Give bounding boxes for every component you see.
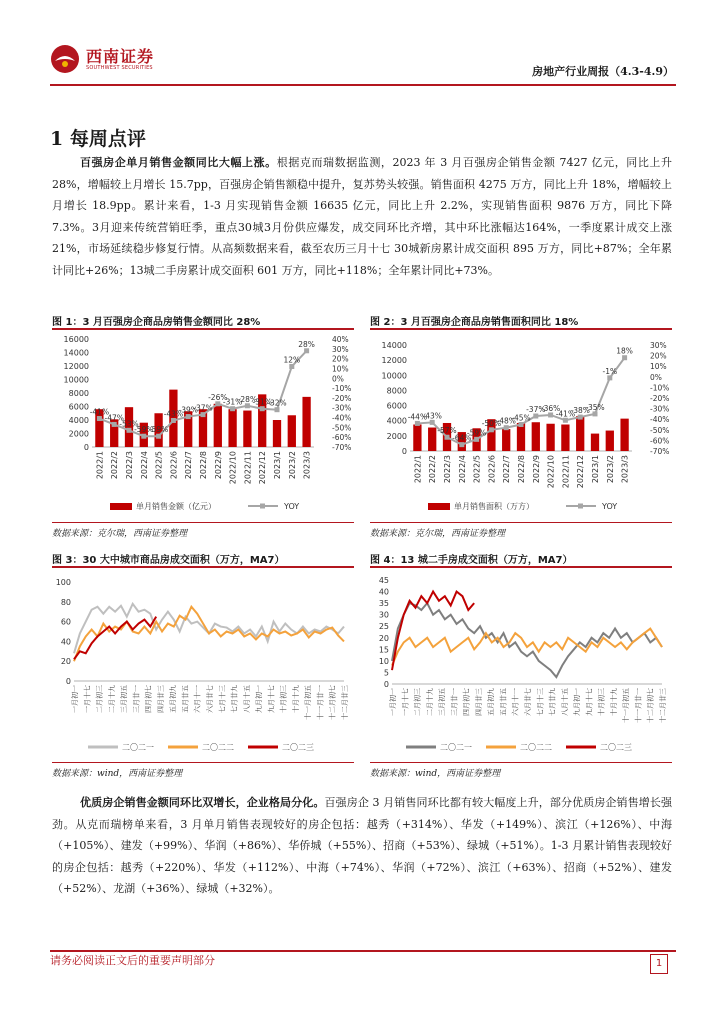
yoy-point (578, 415, 583, 420)
x-tick-label: 三月初五 (438, 688, 447, 716)
figure-1-bottom-rule (52, 522, 354, 523)
y-tick-label: 15 (378, 645, 389, 655)
x-tick-label: 一月十七 (83, 685, 92, 713)
x-tick-label: 2022/1 (413, 455, 423, 484)
yoy-point (563, 418, 568, 423)
y-left-tick-label: 6000 (68, 402, 89, 412)
y-tick-label: 45 (378, 576, 389, 585)
bar-mark (428, 428, 436, 451)
legend-yoy-label: YOY (602, 502, 618, 511)
bar-mark (606, 431, 614, 451)
x-tick-label: 八月十五 (560, 688, 569, 716)
legend-bar-swatch (110, 503, 132, 510)
series-line (74, 617, 156, 660)
series-line (74, 604, 344, 654)
yoy-point (607, 375, 612, 380)
yoy-point (260, 406, 265, 411)
x-tick-label: 2023/1 (591, 455, 600, 484)
y-tick-label: 35 (378, 599, 389, 609)
yoy-data-label: -1% (602, 366, 618, 376)
yoy-point (519, 422, 524, 427)
yoy-data-label: -41% (89, 407, 110, 417)
x-tick-label: 2022/9 (213, 451, 223, 480)
chart-13-city-second-hand (370, 570, 672, 760)
bar-mark (302, 397, 310, 447)
chart-sales-amount (52, 331, 354, 521)
y-right-tick-label: 20% (650, 351, 667, 361)
series-line (392, 603, 662, 677)
yoy-point (304, 348, 309, 353)
y-tick-label: 60 (60, 617, 71, 627)
x-tick-label: 四月廿三 (474, 688, 483, 716)
yoy-point (459, 442, 464, 447)
y-right-tick-label: 20% (332, 354, 349, 364)
figure-2-title: 图 2：3 月百强房企商品房销售面积同比 18% (370, 317, 579, 328)
x-tick-label: 十二月廿三 (659, 688, 667, 723)
y-tick-label: 5 (383, 668, 389, 678)
yoy-point (141, 434, 146, 439)
yoy-point (201, 412, 206, 417)
x-tick-label: 四月廿三 (156, 685, 165, 713)
yoy-data-label: -37% (193, 403, 213, 413)
y-right-tick-label: 0% (650, 372, 662, 382)
x-tick-label: 十一月廿一 (316, 685, 325, 720)
bar-mark (243, 411, 251, 447)
figure-1-top-rule (52, 328, 354, 330)
yoy-data-label: -36% (540, 403, 561, 413)
legend-label: 二〇二一 (440, 743, 472, 752)
x-tick-label: 七月廿九 (548, 688, 557, 716)
x-tick-label: 九月十七 (267, 685, 276, 713)
yoy-point (430, 420, 435, 425)
yoy-point (156, 434, 161, 439)
x-tick-label: 六月十一 (511, 688, 520, 716)
logo-text-en: SOUTHWEST SECURITIES (86, 65, 153, 71)
x-tick-label: 一月初一 (71, 685, 79, 713)
legend-label: 二〇二三 (600, 743, 632, 752)
x-tick-label: 三月廿一 (450, 688, 459, 716)
yoy-point (504, 425, 509, 430)
yoy-data-label: -37% (526, 405, 546, 415)
x-tick-label: 十一月初五 (304, 685, 313, 720)
yoy-data-label: -48% (496, 416, 516, 426)
y-tick-label: 20 (60, 657, 71, 667)
x-tick-label: 八月十五 (242, 685, 251, 713)
paragraph-body: 根据克而瑞数据监测，2023 年 3 月百强房企销售金额 7427 亿元，同比上升 28%，增幅较上月增长 15.7pp，百强房企销售额稳中提升，复苏势头较强。销售面积 4275 万方，同比上升 18%，增幅较上月增长 18.9pp。累计来看，1-3 月实现销售金额 16635 亿元，同比上升 2.2%，实现销售面积 9876 万方，同比下降 7.3%。3月迎来传统营销旺季，重点30城3月份供应爆发，成交同环比齐增，其中环比涨幅达164%，一季度累计成交上涨 21%，市场延续稳步修复行情。从高频数据来看，截至农历三月十七 30城新房累计成交面积 895 万方，同比+87%；全年累计同比+26%；13城二手房累计成交面积 601 万方，同比+118%；全年累计同比+73%。 (52, 156, 672, 277)
x-tick-label: 十月初三 (279, 685, 288, 713)
bar-mark (288, 415, 296, 447)
x-tick-label: 三月初五 (120, 685, 129, 713)
figure-3-top-rule (52, 566, 354, 568)
y-right-tick-label: -20% (332, 393, 352, 403)
y-left-tick-label: 14000 (381, 341, 407, 350)
yoy-point (127, 428, 132, 433)
footer-disclaimer: 请务必阅读正文后的重要声明部分 (50, 954, 215, 967)
x-tick-label: 2022/10 (546, 455, 556, 489)
yoy-point (533, 414, 538, 419)
yoy-data-label: -59% (148, 425, 169, 435)
y-right-tick-label: -10% (650, 383, 670, 393)
bar-mark (502, 429, 510, 451)
y-left-tick-label: 2000 (68, 429, 89, 439)
figure-4-bottom-rule (370, 762, 672, 763)
y-left-tick-label: 12000 (63, 362, 89, 371)
legend-yoy-label: YOY (284, 502, 300, 511)
yoy-point (622, 355, 627, 360)
x-tick-label: 七月廿九 (230, 685, 239, 713)
figure-3-source: 数据来源：wind，西南证券整理 (52, 769, 183, 779)
figure-4-source: 数据来源：wind，西南证券整理 (370, 769, 501, 779)
x-tick-label: 2022/5 (154, 451, 164, 480)
yoy-data-label: -59% (134, 425, 154, 435)
x-tick-label: 三月廿一 (132, 685, 141, 713)
x-tick-label: 2022/1 (95, 451, 105, 480)
paragraph-lead: 优质房企销售金额同环比双增长，企业格局分化。 (80, 796, 325, 809)
y-left-tick-label: 8000 (68, 389, 89, 398)
y-right-tick-label: -50% (332, 423, 352, 433)
x-tick-label: 2022/8 (517, 455, 526, 484)
paragraph-sales-overview (52, 152, 672, 281)
y-right-tick-label: -70% (650, 447, 670, 456)
bar-mark (561, 425, 569, 452)
y-right-tick-label: -50% (650, 425, 670, 435)
yoy-data-label: -41% (555, 409, 576, 419)
x-tick-label: 十二月廿三 (341, 685, 349, 720)
figure-2-top-rule (370, 328, 672, 330)
figure-4-title: 图 4：13 城二手房成交面积（万方，MA7） (370, 555, 573, 566)
x-tick-label: 十二月初七 (328, 685, 337, 720)
y-left-tick-label: 0 (401, 447, 407, 456)
y-right-tick-label: -40% (332, 413, 352, 423)
yoy-point (415, 421, 420, 426)
x-tick-label: 一月十七 (401, 688, 410, 716)
x-tick-label: 2023/1 (273, 451, 282, 480)
yoy-data-label: -47% (104, 413, 124, 423)
x-tick-label: 九月初一 (573, 688, 582, 716)
x-tick-label: 2022/8 (199, 451, 208, 480)
yoy-data-label: -43% (422, 411, 442, 421)
y-right-tick-label: 0% (332, 374, 344, 384)
y-left-tick-label: 4000 (386, 416, 407, 426)
legend-label: 二〇二二 (520, 743, 552, 752)
figure-1-title: 图 1：3 月百强房企商品房销售金额同比 28% (52, 317, 261, 328)
x-tick-label: 2022/4 (457, 455, 467, 484)
y-right-tick-label: -40% (650, 415, 670, 425)
chart-sales-area (370, 331, 672, 521)
y-right-tick-label: -70% (332, 443, 352, 452)
y-right-tick-label: -30% (332, 403, 352, 413)
yoy-data-label: 12% (283, 355, 301, 365)
x-tick-label: 2023/3 (620, 455, 630, 484)
x-tick-label: 2022/11 (561, 455, 571, 489)
x-tick-label: 二月十九 (107, 685, 116, 713)
yoy-data-label: -28% (237, 394, 258, 404)
bar-mark (228, 409, 236, 447)
y-tick-label: 40 (378, 587, 389, 597)
x-tick-label: 二月初三 (95, 685, 104, 713)
y-tick-label: 40 (60, 637, 71, 647)
x-tick-label: 十月十九 (291, 685, 300, 713)
yoy-data-label: -26% (208, 392, 228, 402)
chart-30-city-new-home (52, 570, 354, 760)
x-tick-label: 二月十九 (425, 688, 434, 716)
y-right-tick-label: 40% (332, 335, 349, 344)
yoy-data-label: -53% (119, 419, 139, 429)
legend-label: 二〇二三 (282, 743, 314, 752)
y-right-tick-label: -30% (650, 404, 670, 414)
figure-2-bottom-rule (370, 522, 672, 523)
x-tick-label: 2022/10 (228, 451, 238, 485)
x-tick-label: 2022/4 (139, 451, 149, 480)
x-tick-label: 五月初九 (169, 685, 178, 713)
yoy-data-label: -31% (222, 397, 243, 407)
x-tick-label: 九月十七 (585, 688, 594, 716)
x-tick-label: 六月廿七 (206, 685, 214, 713)
x-tick-label: 2023/2 (287, 451, 297, 480)
yoy-data-label: -31% (252, 397, 272, 407)
x-tick-label: 七月十三 (218, 685, 227, 713)
figure-2-source: 数据来源：克尔瑞，西南证券整理 (370, 529, 506, 539)
y-left-tick-label: 14000 (63, 348, 89, 358)
y-left-tick-label: 0 (83, 443, 89, 452)
logo-mark-icon (50, 44, 80, 74)
yoy-point (548, 412, 553, 417)
x-tick-label: 六月十一 (193, 685, 202, 713)
logo-text-cn: 西南证券 (86, 47, 155, 66)
yoy-point (186, 414, 191, 419)
yoy-point (230, 406, 235, 411)
report-title: 房地产行业周报（4.3-4.9） (532, 65, 674, 78)
yoy-data-label: -32% (267, 398, 287, 408)
bar-mark (413, 425, 421, 452)
x-tick-label: 二月初三 (413, 688, 422, 716)
x-tick-label: 五月廿五 (499, 688, 508, 716)
x-tick-label: 2023/2 (605, 455, 615, 484)
y-right-tick-label: 10% (650, 362, 667, 372)
x-tick-label: 九月初一 (255, 685, 264, 713)
x-tick-label: 2022/12 (258, 451, 268, 485)
bar-mark (620, 419, 628, 451)
x-tick-label: 2022/3 (443, 455, 452, 484)
yoy-data-label: -35% (585, 402, 605, 412)
y-left-tick-label: 8000 (386, 386, 407, 396)
y-tick-label: 10 (378, 656, 389, 666)
yoy-data-label: -50% (481, 418, 502, 428)
paragraph-body: 百强房企 3 月销售同环比都有较大幅度上升，部分优质房企销售增长强劲。从克而瑞榜单来看，3 月单月销售表现较好的房企包括：越秀（+314%）、华发（+149%）、滨江（+126%）、中海（+105%）、建发（+99%）、华润（+86%）、华侨城（+55%）、招商（+53%）、绿城（+51%）。1-3 月累计销售表现较好的房企包括：越秀（+220%）、华发（+112%）、中海（+74%）、华润（+72%）、滨江（+63%）、招商（+52%）、建发（+52%）、龙湖（+36%）、绿城（+32%）。 (52, 796, 672, 895)
x-tick-label: 2023/3 (302, 451, 312, 480)
x-tick-label: 十一月初五 (622, 688, 631, 723)
x-tick-label: 2022/3 (125, 451, 134, 480)
y-left-tick-label: 12000 (381, 356, 407, 366)
y-tick-label: 0 (383, 680, 389, 689)
x-tick-label: 2022/6 (169, 451, 179, 480)
yoy-data-label: 28% (298, 339, 315, 349)
paragraph-lead: 百强房企单月销售金额同比大幅上涨。 (80, 156, 277, 169)
y-left-tick-label: 2000 (386, 431, 407, 441)
yoy-point (245, 403, 250, 408)
legend-yoy-marker (578, 504, 583, 509)
bar-mark (517, 423, 525, 451)
y-right-tick-label: -60% (650, 436, 670, 446)
x-tick-label: 2022/5 (472, 455, 482, 484)
yoy-data-label: -39% (178, 405, 198, 415)
x-tick-label: 六月廿七 (524, 688, 532, 716)
yoy-data-label: -38% (570, 406, 590, 416)
y-left-tick-label: 6000 (386, 401, 407, 411)
page-number: 1 (650, 954, 668, 974)
y-tick-label: 30 (378, 610, 389, 620)
y-tick-label: 80 (60, 597, 71, 607)
x-tick-label: 五月廿五 (181, 685, 190, 713)
figure-3-bottom-rule (52, 762, 354, 763)
x-tick-label: 十月初三 (597, 688, 606, 716)
yoy-point (97, 416, 102, 421)
yoy-point (275, 407, 280, 412)
legend-bar-label: 单月销售金额（亿元） (136, 502, 216, 511)
x-tick-label: 十一月廿一 (634, 688, 643, 723)
y-left-tick-label: 16000 (63, 335, 89, 344)
legend-label: 二〇二二 (202, 743, 234, 752)
y-right-tick-label: 30% (332, 344, 349, 354)
section-title: 1 每周点评 (50, 128, 146, 150)
yoy-data-label: -57% (437, 426, 457, 436)
y-tick-label: 20 (378, 633, 389, 643)
yoy-data-label: 18% (616, 346, 633, 356)
legend-bar-label: 单月销售面积（万方） (454, 502, 534, 511)
x-tick-label: 四月初七 (144, 685, 153, 713)
x-tick-label: 四月初七 (462, 688, 471, 716)
y-left-tick-label: 10000 (63, 375, 89, 385)
yoy-data-label: -45% (511, 413, 531, 423)
x-tick-label: 十二月初七 (646, 688, 655, 723)
y-right-tick-label: -60% (332, 433, 352, 443)
yoy-point (289, 364, 294, 369)
y-right-tick-label: 10% (332, 364, 349, 374)
paragraph-developer-ranking (52, 792, 672, 900)
x-tick-label: 2022/12 (576, 455, 586, 489)
figure-4-top-rule (370, 566, 672, 568)
x-tick-label: 2022/7 (502, 455, 512, 484)
legend-label: 二〇二一 (122, 743, 154, 752)
yoy-point (112, 422, 117, 427)
yoy-point (215, 401, 220, 406)
yoy-point (593, 411, 598, 416)
y-tick-label: 100 (55, 578, 71, 587)
x-tick-label: 2022/6 (487, 455, 497, 484)
yoy-point (445, 435, 450, 440)
bar-mark (532, 422, 540, 451)
series-line (392, 629, 662, 666)
x-tick-label: 一月初一 (389, 688, 397, 716)
y-right-tick-label: 30% (650, 341, 667, 350)
y-right-tick-label: -20% (650, 394, 670, 403)
legend-yoy-marker (260, 504, 265, 509)
y-left-tick-label: 10000 (381, 371, 407, 381)
header-divider (50, 84, 676, 86)
legend-bar-swatch (428, 503, 450, 510)
y-tick-label: 25 (378, 622, 389, 632)
bar-mark (214, 404, 222, 447)
yoy-data-label: -64% (452, 433, 472, 443)
yoy-point (474, 437, 479, 442)
x-tick-label: 2022/11 (243, 451, 253, 485)
y-left-tick-label: 4000 (68, 416, 89, 425)
figure-3-title: 图 3：30 大中城市商品房成交面积（万方，MA7） (52, 555, 285, 566)
yoy-data-label: -43% (163, 409, 184, 419)
x-tick-label: 七月十三 (536, 688, 545, 716)
figure-1-source: 数据来源：克尔瑞，西南证券整理 (52, 529, 188, 539)
bar-mark (273, 420, 281, 447)
x-tick-label: 2022/7 (184, 451, 194, 480)
yoy-data-label: -44% (407, 412, 428, 422)
bar-mark (591, 434, 599, 451)
series-line (392, 592, 474, 671)
y-tick-label: 0 (65, 677, 71, 686)
bar-mark (576, 416, 584, 451)
y-right-tick-label: -10% (332, 384, 352, 394)
x-tick-label: 五月初九 (487, 688, 496, 716)
bar-mark (546, 424, 554, 451)
company-logo (50, 40, 190, 80)
x-tick-label: 2022/2 (110, 451, 120, 480)
x-tick-label: 十月十九 (609, 688, 618, 716)
yoy-data-label: -59% (466, 428, 487, 438)
yoy-point (171, 418, 176, 423)
yoy-point (489, 427, 494, 432)
x-tick-label: 2022/2 (428, 455, 438, 484)
x-tick-label: 2022/9 (531, 455, 541, 484)
